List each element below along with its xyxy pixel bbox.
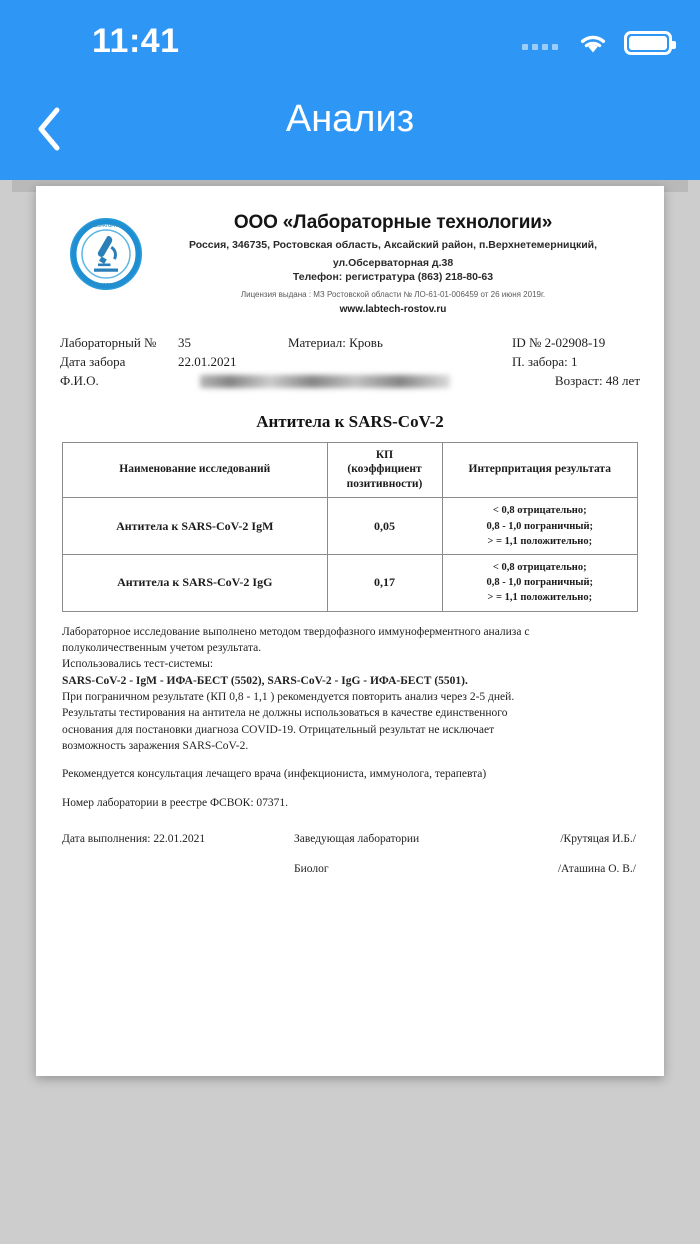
status-indicators [522, 30, 672, 56]
letterhead [36, 186, 664, 319]
disclaimer-line-2: основания для постановки диагноза COVID-19. Отрицательный результат не исключает [62, 723, 495, 736]
row-1-interp-line2: 0,8 - 1,0 пограничный; [486, 577, 594, 589]
header-kp-line2: (коэффициент [347, 463, 422, 476]
signal-dots-icon [522, 36, 558, 50]
header-kp [327, 442, 442, 498]
row-1-interp-line3: > = 1,1 положительно; [487, 592, 593, 604]
svg-text:ЛАБОРАТОРНЫЕ: ЛАБОРАТОРНЫЕ [88, 223, 124, 228]
meta-row-fio [60, 371, 640, 390]
org-info [158, 212, 646, 315]
battery-full-icon [624, 31, 672, 55]
recommendation-note: Рекомендуется консультация лечащего врача (инфекциониста, иммунолога, терапевта) [62, 768, 487, 781]
method-line-1: Лабораторное исследование выполнено методом твердофазного иммуноферментного анализа с [62, 625, 530, 638]
registry-note: Номер лаборатории в реестре ФСВОК: 07371. [62, 796, 289, 809]
table-row [63, 498, 638, 555]
document-page [36, 186, 664, 1076]
signature-row-2 [62, 863, 638, 893]
signature-role-2: Биолог [294, 862, 329, 875]
test-systems-label: Использовались тест-системы: [62, 658, 214, 671]
lab-number-value: 35 [178, 334, 191, 350]
signature-block [62, 833, 638, 893]
row-0-interpretation [442, 498, 638, 555]
collection-date-label: Дата забора [60, 353, 126, 369]
row-0-kp: 0,05 [327, 498, 442, 555]
nav-bar [0, 80, 700, 180]
header-kp-line3: позитивности) [346, 478, 423, 491]
notes-block [62, 624, 638, 811]
table-row [63, 554, 638, 611]
signature-role-1: Заведующая лаборатории [294, 832, 420, 845]
signature-name-2: /Аташина О. В./ [557, 862, 636, 875]
row-0-interp-line1: < 0,8 отрицательно; [492, 505, 587, 517]
row-0-interp-line3: > = 1,1 положительно; [487, 535, 593, 547]
disclaimer-line-1: Результаты тестирования на антитела не должны использоваться в качестве единственного [62, 707, 508, 720]
collection-date-value: 22.01.2021 [178, 353, 237, 369]
wifi-icon [576, 30, 610, 56]
page-title: Анализ [285, 98, 415, 140]
row-1-name: Антитела к SARS-CoV-2 IgG [63, 554, 328, 611]
fio-label: Ф.И.О. [60, 372, 99, 388]
execution-date: Дата выполнения: 22.01.2021 [62, 832, 206, 845]
org-website: www.labtech-rostov.ru [339, 303, 447, 315]
age-value: Возраст: 48 лет [554, 372, 640, 388]
row-1-interpretation [442, 554, 638, 611]
method-line-2: полуколичественным учетом результата. [62, 641, 262, 654]
id-number-value: ID № 2-02908-19 [512, 334, 606, 350]
microscope-seal-logo [68, 216, 144, 292]
patient-meta [60, 333, 640, 390]
status-bar [0, 0, 700, 80]
header-interpretation: Интерпритация результата [442, 442, 638, 498]
svg-text:ТЕХНОЛОГИИ: ТЕХНОЛОГИИ [91, 282, 121, 287]
analysis-title: Антитела к SARS-CoV-2 [256, 411, 444, 431]
logo-container [54, 212, 158, 292]
lab-number-label: Лабораторный № [60, 334, 157, 350]
org-phone: Телефон: регистратура (863) 218-80-63 [292, 271, 494, 284]
org-license: Лицензия выдана : МЗ Ростовской области № ЛО-61-01-006459 от 26 июня 2019г. [240, 289, 546, 299]
signature-row-1 [62, 833, 638, 863]
status-time: 11:41 [92, 22, 180, 60]
org-address-line-1: Россия, 346735, Ростовская область, Аксайский район, п.Верхнетемерницкий, [188, 239, 598, 251]
meta-row-lab-number [60, 333, 640, 352]
signature-name-1: /Крутяцая И.Б./ [560, 832, 636, 845]
disclaimer-line-3: возможность заражения SARS-CoV-2. [62, 739, 249, 752]
meta-row-collection-date [60, 352, 640, 371]
org-name: ООО «Лабораторные технологии» [233, 212, 553, 233]
fio-redacted-value [200, 375, 450, 388]
collection-point-value: П. забора: 1 [512, 353, 578, 369]
test-systems-value: SARS-CoV-2 - IgM - ИФА-БЕСТ (5502), SARS-CoV-2 - IgG - ИФА-БЕСТ (5501). [62, 674, 468, 687]
header-kp-line1: КП [375, 448, 394, 461]
material-value: Материал: Кровь [288, 334, 383, 350]
row-1-kp: 0,17 [327, 554, 442, 611]
row-0-interp-line2: 0,8 - 1,0 пограничный; [486, 520, 594, 532]
header-name: Наименование исследований [63, 442, 328, 498]
org-address-line-2: ул.Обсерваторная д.38 [332, 257, 454, 270]
borderline-note: При пограничном результате (КП 0,8 - 1,1 ) рекомендуется повторить анализ через 2-5 дней. [62, 690, 515, 703]
results-table [62, 442, 638, 612]
row-0-name: Антитела к SARS-CoV-2 IgM [63, 498, 328, 555]
table-header-row [63, 442, 638, 498]
document-viewport[interactable] [0, 180, 700, 1244]
row-1-interp-line1: < 0,8 отрицательно; [492, 561, 587, 573]
